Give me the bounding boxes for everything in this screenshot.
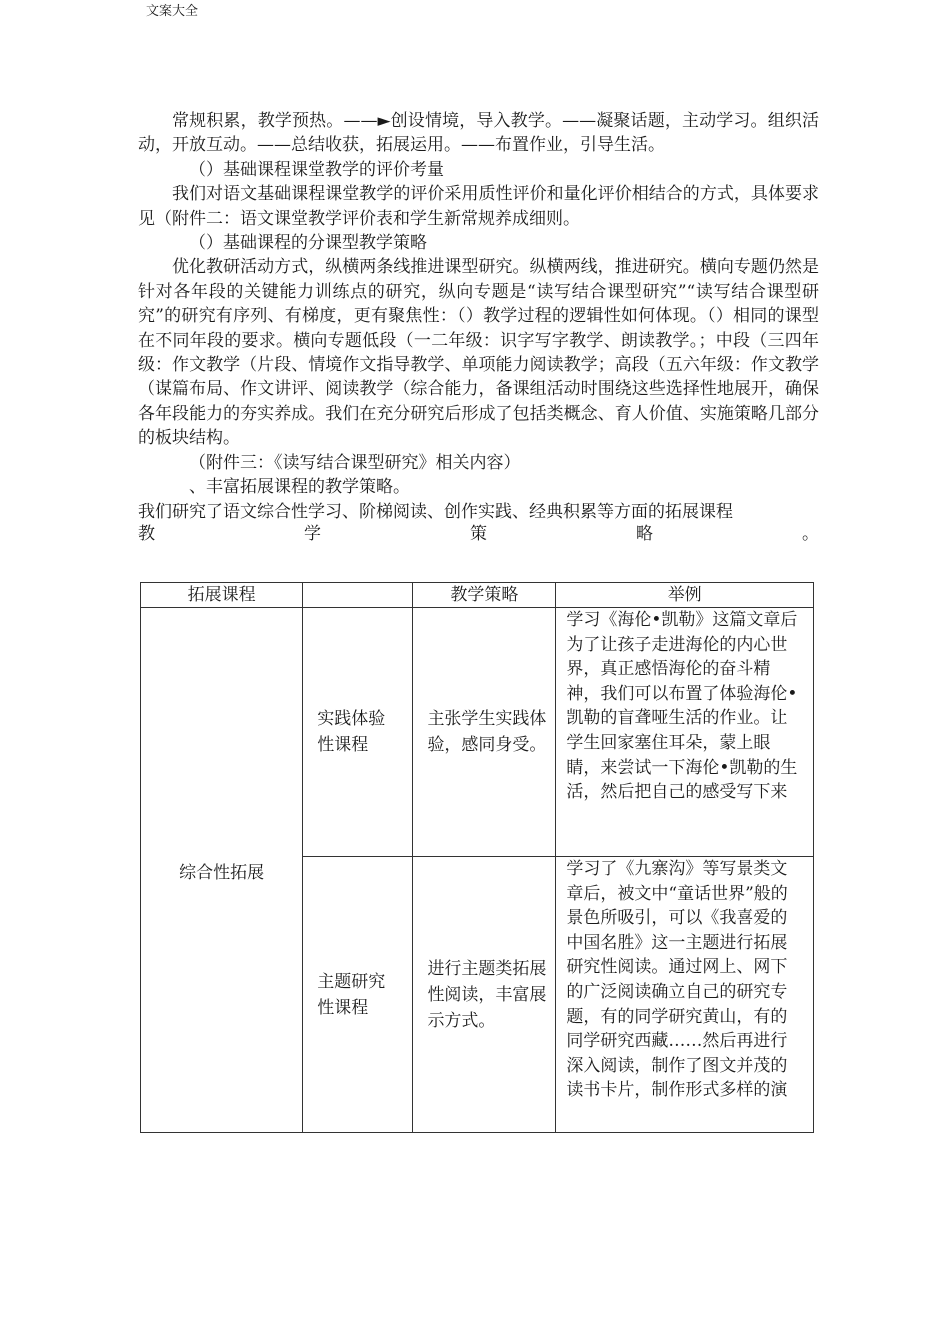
heading-extension: 、丰富拓展课程的教学策略。 xyxy=(189,477,410,498)
header-type xyxy=(303,583,413,608)
heading-strategy: （）基础课程的分课型教学策略 xyxy=(189,233,427,254)
course-type-cell: 实践体验性课程 xyxy=(303,608,413,857)
document-body xyxy=(138,109,819,544)
spread-word: 。 xyxy=(802,523,819,544)
spread-word: 略 xyxy=(636,523,653,544)
table-row xyxy=(141,608,814,857)
extension-course-table xyxy=(140,582,814,1133)
spread-word: 学 xyxy=(304,523,321,544)
header-example: 举例 xyxy=(556,583,814,608)
table-header-row xyxy=(141,583,814,608)
example-cell: 学习了《九寨沟》等写景类文章后，被文中“童话世界”般的景色所吸引，可以《我喜爱的中国名胜》这一主题进行拓展研究性阅读。通过网上、网下的广泛阅读确立自己的研究专题，有的同学研究黄山，有的同学研究西藏……然后再进行深入阅读，制作了图文并茂的读书卡片，制作形式多样的演 xyxy=(556,857,814,1133)
paragraph-evaluation: 我们对语文基础课程课堂教学的评价采用质性评价和量化评价相结合的方式，具体要求见（附件二：语文课堂教学评价表和学生新常规养成细则。 xyxy=(138,184,819,229)
paragraph-research: 优化教研活动方式，纵横两条线推进课型研究。纵横两线，推进研究。横向专题仍然是针对各年段的关键能力训练点的研究，纵向专题是“读写结合课型研究”“读写结合课型研究”的研究有序列、有梯度，更有聚焦性：（）教学过程的逻辑性如何体现。（）相同的课型在不同年段的要求。横向专题低段（一二年级：识字写字教学、朗读教学。；中段（三四年级：作文教学（片段、情境作文指导教学、单项能力阅读教学；高段（五六年级：作文教学（谋篇布局、作文讲评、阅读教学（综合能力，备课组活动时围绕这些选择性地展开，确保各年段能力的夯实养成。我们在充分研究后形成了包括类概念、育人价值、实施策略几部分的板块结构。 xyxy=(138,257,819,449)
heading-evaluation: （）基础课程课堂教学的评价考量 xyxy=(189,159,444,180)
spread-line xyxy=(138,524,819,544)
header-strategy: 教学策略 xyxy=(413,583,556,608)
example-cell: 学习《海伦•凯勒》这篇文章后为了让孩子走进海伦的内心世界，真正感悟海伦的奋斗精神，我们可以布置了体验海伦•凯勒的盲聋哑生活的作业。让学生回家塞住耳朵，蒙上眼睛，来尝试一下海伦•凯勒的生活，然后把自己的感受写下来 xyxy=(556,608,814,857)
spread-word: 教 xyxy=(138,523,155,544)
strategy-cell: 主张学生实践体验，感同身受。 xyxy=(413,608,556,857)
spread-word: 策 xyxy=(470,523,487,544)
strategy-cell: 进行主题类拓展性阅读，丰富展示方式。 xyxy=(413,857,556,1133)
header-course: 拓展课程 xyxy=(141,583,303,608)
paragraph-extension: 我们研究了语文综合性学习、阶梯阅读、创作实践、经典积累等方面的拓展课程 xyxy=(138,501,733,522)
page-header: 文案大全 xyxy=(146,4,199,19)
course-type-cell: 主题研究性课程 xyxy=(303,857,413,1133)
paragraph-appendix-three: （附件三：《读写结合课型研究》相关内容） xyxy=(189,452,521,473)
paragraph-process: 常规积累，教学预热。——►创设情境，导入教学。——凝聚话题，主动学习。组织活动，开放互动。——总结收获，拓展运用。——布置作业，引导生活。 xyxy=(138,111,819,156)
category-cell: 综合性拓展 xyxy=(141,608,303,1133)
